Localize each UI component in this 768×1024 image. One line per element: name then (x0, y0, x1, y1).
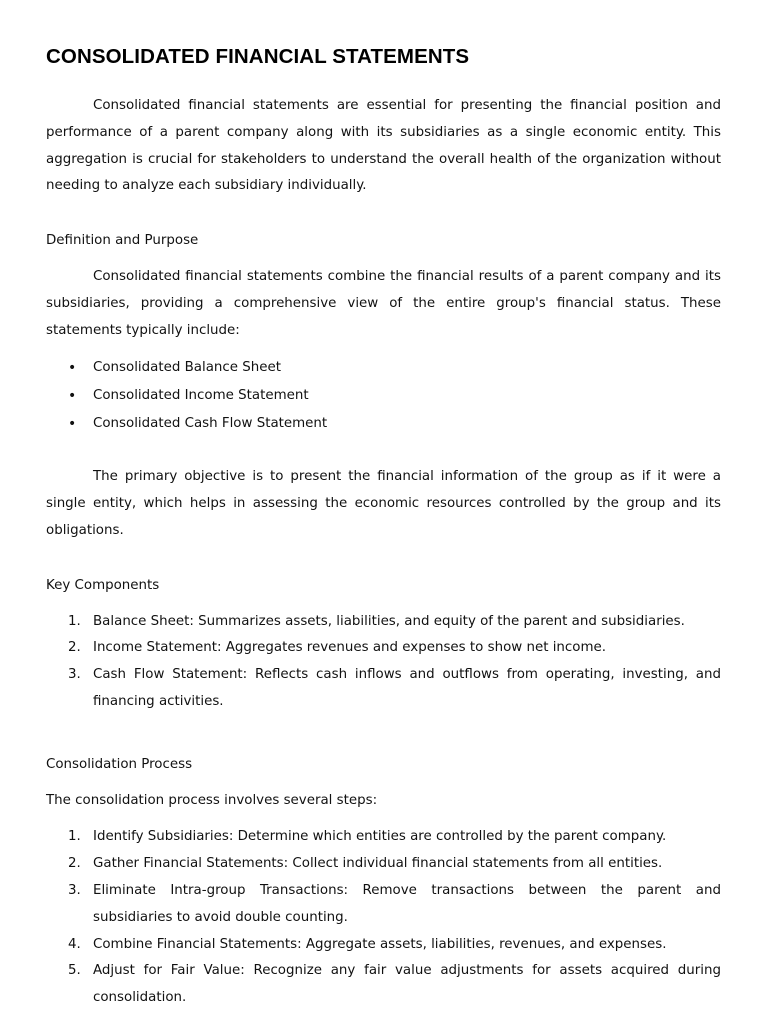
list-item-text: Balance Sheet: Summarizes assets, liabilities, and equity of the parent and subsidiaries. (93, 613, 685, 629)
process-steps-list (46, 824, 721, 1012)
list-number: 2. (68, 856, 81, 872)
list-item-text: Cash Flow Statement: Reflects cash inflows and outflows from operating, investing, and financing activities. (93, 667, 721, 709)
bullet-marker: • (68, 416, 77, 433)
list-number: 2. (68, 640, 81, 656)
components-list (46, 609, 721, 716)
list-item-text: Consolidated Balance Sheet (93, 360, 281, 376)
process-heading: Consolidation Process (46, 756, 193, 772)
list-item-text: Combine Financial Statements: Aggregate assets, liabilities, revenues, and expenses. (93, 936, 667, 952)
document-page (46, 44, 721, 1012)
list-item (46, 824, 721, 851)
list-number: 1. (68, 829, 81, 845)
bullet-marker: • (68, 388, 77, 405)
list-item (46, 878, 721, 932)
list-item-text: Eliminate Intra-group Transactions: Remove transactions between the parent and subsidiaries to avoid double counting. (93, 882, 721, 925)
list-item-text: Income Statement: Aggregates revenues and expenses to show net income. (93, 640, 607, 656)
list-item-text: Gather Financial Statements: Collect individual financial statements from all entities. (93, 856, 663, 872)
list-item (46, 635, 721, 662)
list-item (46, 354, 721, 382)
list-number: 3. (68, 882, 81, 898)
list-item-text: Adjust for Fair Value: Recognize any fair value adjustments for assets acquired during consolidation. (93, 963, 721, 1006)
list-item-text: Identify Subsidiaries: Determine which entities are controlled by the parent company. (93, 829, 667, 845)
list-item (46, 410, 721, 438)
list-item (46, 958, 721, 1012)
intro-paragraph: Consolidated financial statements are essential for presenting the financial position and performance of a parent company along with its subsidiaries as a single economic entity. This aggregation is crucial for stakeholders to understand the overall health of the organization without needing to analyze each subsidiary individually. (46, 98, 721, 194)
components-heading: Key Components (46, 577, 160, 593)
document-title: CONSOLIDATED FINANCIAL STATEMENTS (46, 45, 470, 68)
list-item (46, 932, 721, 959)
process-intro: The consolidation process involves several steps: (46, 792, 378, 808)
list-number: 3. (68, 667, 81, 683)
list-number: 5. (68, 963, 81, 979)
list-number: 1. (68, 613, 81, 629)
definition-heading: Definition and Purpose (46, 233, 199, 249)
list-item (46, 662, 721, 716)
list-item-text: Consolidated Cash Flow Statement (93, 416, 328, 432)
list-item (46, 609, 721, 636)
bullet-marker: • (68, 360, 77, 377)
statement-types-list (46, 354, 721, 438)
list-item (46, 382, 721, 410)
definition-paragraph: Consolidated financial statements combine the financial results of a parent company and its subsidiaries, providing a comprehensive view of the entire group's financial status. These statements typically include: (46, 268, 721, 338)
objective-paragraph: The primary objective is to present the financial information of the group as if it were a single entity, which helps in assessing the economic resources controlled by the group and its obligations. (46, 469, 721, 538)
list-item (46, 851, 721, 878)
list-number: 4. (68, 936, 81, 952)
list-item-text: Consolidated Income Statement (93, 388, 309, 404)
